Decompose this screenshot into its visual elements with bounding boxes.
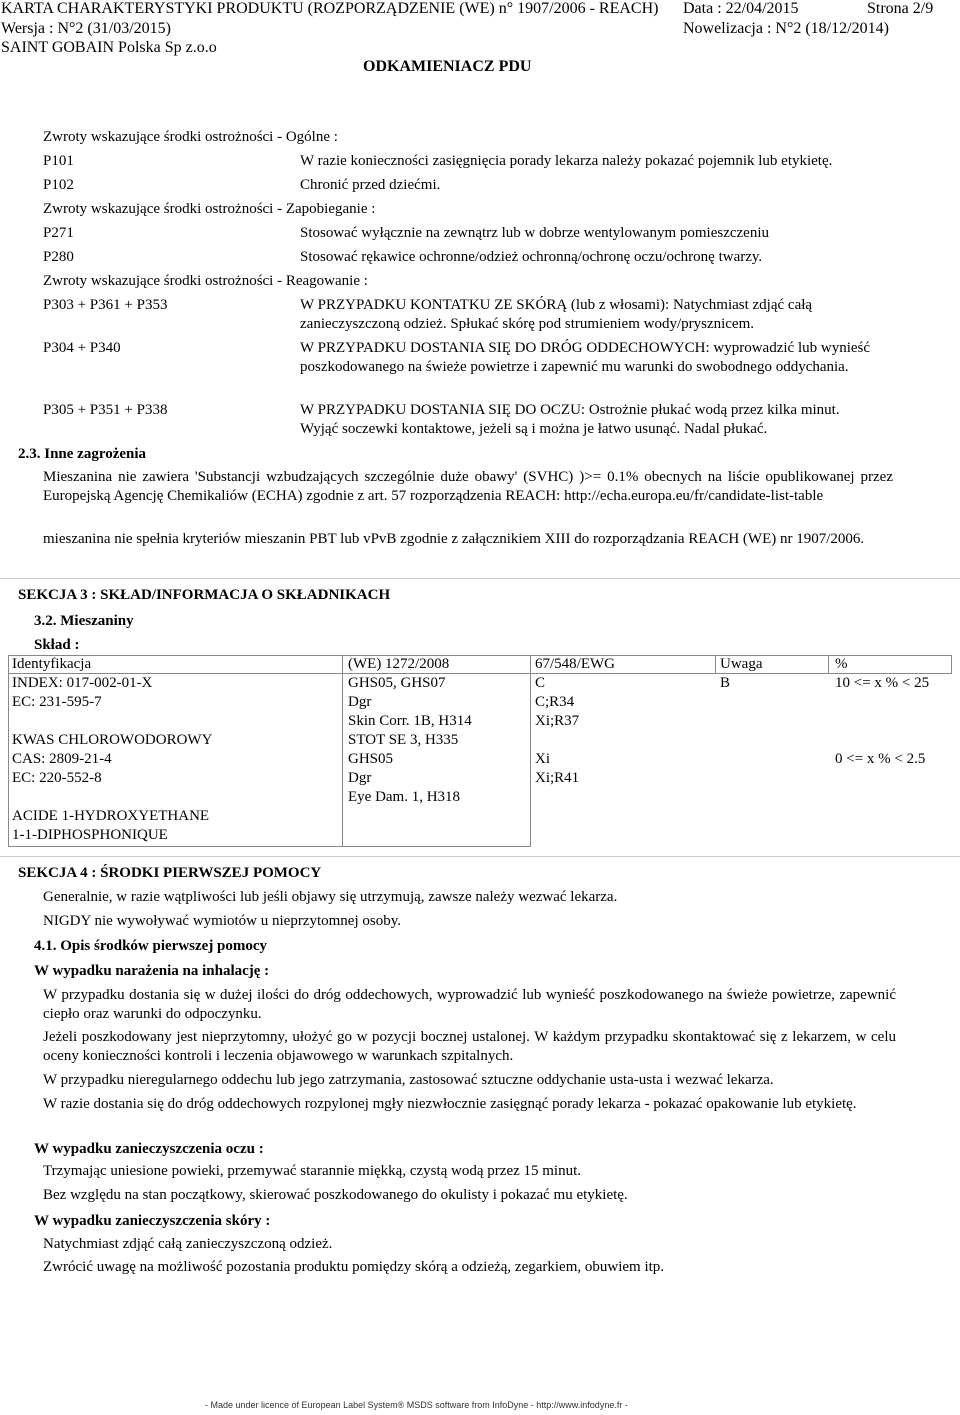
pbt-paragraph: mieszanina nie spełnia kryteriów mieszanin PBT lub vPvB zgodnie z załącznikiem XIII do rozporządzania REACH (WE) nr 1907/2006. [43,531,865,547]
precautions-prevention-heading: Zwroty wskazujące środki ostrożności - Zapobieganie : [43,201,376,217]
dsd-line: C [535,675,546,691]
column-header: % [835,656,848,672]
column-header: 67/548/EWG [535,656,615,672]
precaution-code: P280 [43,249,74,265]
ident-line: EC: 220-552-8 [12,770,102,786]
precaution-code: P101 [43,153,74,169]
precautions-response-heading: Zwroty wskazujące środki ostrożności - Reagowanie : [43,273,368,289]
clp-line: GHS05 [348,751,394,767]
precaution-text: Chronić przed dziećmi. [300,177,441,193]
column-header: (WE) 1272/2008 [348,656,450,672]
inhalation-paragraph: W razie dostania się do dróg oddechowych rozpylonej mgły niezwłocznie zasięgnąć porady lekarza - pokazać opakowanie lub etykietę. [43,1096,857,1112]
precaution-text: W razie konieczności zasięgnięcia porady lekarza należy pokazać pojemnik lub etykietę. [300,153,833,169]
percent-value: 10 <= x % < 25 [835,675,930,691]
composition-label: Skład : [34,637,80,653]
percent-value: 0 <= x % < 2.5 [835,751,926,767]
column-header: Identyfikacja [12,656,92,672]
dsd-line: C;R34 [535,694,575,710]
document-date: Data : 22/04/2015 [683,0,799,17]
eyes-paragraph: Bez względu na stan początkowy, skierować poszkodowanego do okulisty i pokazać mu etykietę. [43,1187,628,1203]
ident-line: EC: 231-595-7 [12,694,102,710]
ident-line: INDEX: 017-002-01-X [12,675,153,691]
inhalation-paragraph: Jeżeli poszkodowany jest nieprzytomny, ułożyć go w pozycji bocznej ustalonej. W każdym przypadku skontaktować się z lekarzem, w celu oceny konieczności kontroli i leczenia objawowego w warunkach szpitalnych. [43,1029,896,1064]
precaution-code: P304 + P340 [43,340,121,356]
section4-heading: SEKCJA 4 : ŚRODKI PIERWSZEJ POMOCY [18,865,322,881]
clp-line: STOT SE 3, H335 [348,732,459,748]
document-title: KARTA CHARAKTERYSTYKI PRODUKTU (ROZPORZĄDZENIE (WE) n° 1907/2006 - REACH) [1,0,659,17]
precaution-text: W PRZYPADKU KONTATKU ZE SKÓRĄ (lub z włosami): Natychmiast zdjąć całą zanieczyszczoną odzież. Spłukać skórę pod strumieniem wody/prysznicem. [300,297,813,332]
skin-heading: W wypadku zanieczyszczenia skóry : [34,1213,271,1229]
inhalation-heading: W wypadku narażenia na inhalację : [34,963,270,979]
ident-line: 1-1-DIPHOSPHONIQUE [12,827,168,843]
dsd-line: Xi;R41 [535,770,580,786]
ident-line: CAS: 2809-21-4 [12,751,112,767]
section4-subheading: 4.1. Opis środków pierwszej pomocy [34,938,268,954]
section3-heading: SEKCJA 3 : SKŁAD/INFORMACJA O SKŁADNIKACH [18,587,391,603]
precaution-text: W PRZYPADKU DOSTANIA SIĘ DO DRÓG ODDECHOWYCH: wyprowadzić lub wynieść poszkodowanego na świeże powietrze i zapewnić mu warunki do swobodnego oddychania. [300,340,871,375]
product-name: ODKAMIENIACZ PDU [363,58,532,75]
precaution-text: Stosować wyłącznie na zewnątrz lub w dobrze wentylowanym pomieszczeniu [300,225,769,241]
precautions-general-heading: Zwroty wskazujące środki ostrożności - Ogólne : [43,129,338,145]
clp-line: Skin Corr. 1B, H314 [348,713,472,729]
precaution-text: W PRZYPADKU DOSTANIA SIĘ DO OCZU: Ostrożnie płukać wodą przez kilka minut. Wyjąć soczewki kontaktowe, jeżeli są i można je łatwo usunąć. Nadal płukać. [300,402,840,437]
precaution-code: P303 + P361 + P353 [43,297,168,313]
eyes-paragraph: Trzymając uniesione powieki, przemywać starannie miękką, czystą wodą przez 15 minut. [43,1163,582,1179]
note-value: B [720,675,731,691]
section3-subheading: 3.2. Mieszaniny [34,613,134,629]
revision: Nowelizacja : N°2 (18/12/2014) [683,20,889,37]
eyes-heading: W wypadku zanieczyszczenia oczu : [34,1141,264,1157]
first-aid-general: Generalnie, w razie wątpliwości lub jeśli objawy się utrzymują, zawsze należy wezwać lekarza. [43,889,618,905]
first-aid-general: NIGDY nie wywoływać wymiotów u nieprzytomnej osoby. [43,913,401,929]
version: Wersja : N°2 (31/03/2015) [1,20,171,37]
clp-line: GHS05, GHS07 [348,675,446,691]
footer-note: - Made under licence of European Label System® MSDS software from InfoDyne - http://www.infodyne.fr - [205,1400,628,1410]
precaution-code: P102 [43,177,74,193]
ident-line: ACIDE 1-HYDROXYETHANE [12,808,210,824]
clp-line: Dgr [348,770,372,786]
section-divider [0,856,960,857]
clp-line: Eye Dam. 1, H318 [348,789,461,805]
dsd-line: Xi [535,751,550,767]
column-header: Uwaga [720,656,763,672]
precaution-code: P305 + P351 + P338 [43,402,168,418]
clp-line: Dgr [348,694,372,710]
precaution-code: P271 [43,225,74,241]
company-name: SAINT GOBAIN Polska Sp z.o.o [1,39,217,56]
svhc-paragraph: Mieszanina nie zawiera 'Substancji wzbudzających szczególnie duże obawy' (SVHC) )>= 0.1% obecnych na liście opublikowanej przez Europejską Agencję Chemikaliów (ECHA) zgodnie z art. 57 rozporządzenia REACH: http://echa.europa.eu/fr/candidate-list-table [43,469,893,504]
dsd-line: Xi;R37 [535,713,580,729]
skin-paragraph: Zwrócić uwagę na możliwość pozostania produktu pomiędzy skórą a odzieżą, zegarkiem, obuwiem itp. [43,1259,665,1275]
skin-paragraph: Natychmiast zdjąć całą zanieczyszczoną odzież. [43,1236,333,1252]
inhalation-paragraph: W przypadku nieregularnego oddechu lub jego zatrzymania, zastosować sztuczne oddychanie usta-usta i wezwać lekarza. [43,1072,774,1088]
section-divider [0,578,960,579]
precaution-text: Stosować rękawice ochronne/odzież ochronną/ochronę oczu/ochronę twarzy. [300,249,763,265]
page-number: Strona 2/9 [867,0,934,17]
inhalation-paragraph: W przypadku dostania się w dużej ilości do dróg oddechowych, wyprowadzić lub wynieść poszkodowanego na świeże powietrze, zapewnić ciepło oraz warunki do odpoczynku. [43,987,896,1022]
other-hazards-heading: 2.3. Inne zagrożenia [18,446,147,462]
ident-line: KWAS CHLOROWODOROWY [12,732,213,748]
